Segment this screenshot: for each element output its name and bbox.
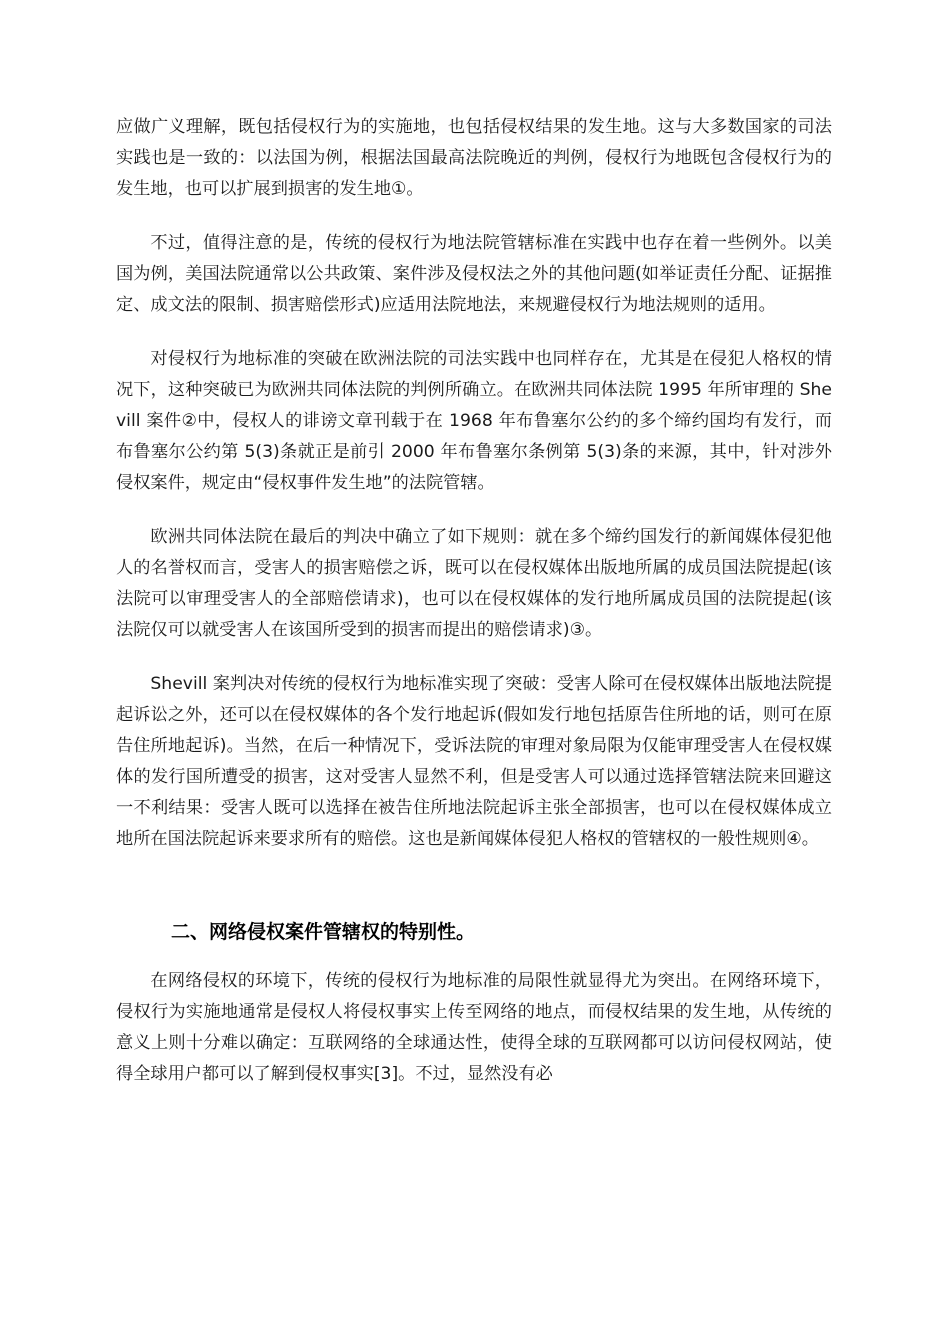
paragraph-ecj-ruling: 欧洲共同体法院在最后的判决中确立了如下规则：就在多个缔约国发行的新闻媒体侵犯他人的名誉权而言，受害人的损害赔偿之诉，既可以在侵权媒体出版地所属的成员国法院提起(该法院可以审理受害人的全部赔偿请求)，也可以在侵权媒体的发行地所属成员国的法院提起(该法院仅可以就受害人在该国所受到的损害而提出的赔偿请求)③。 bbox=[116, 527, 832, 640]
paragraph-continuation: 应做广义理解，既包括侵权行为的实施地，也包括侵权结果的发生地。这与大多数国家的司法实践也是一致的：以法国为例，根据法国最高法院晚近的判例，侵权行为地既包含侵权行为的发生地，也可以扩展到损害的发生地①。 bbox=[116, 117, 832, 199]
paragraph-network-tort: 在网络侵权的环境下，传统的侵权行为地标准的局限性就显得尤为突出。在网络环境下，侵权行为实施地通常是侵权人将侵权事实上传至网络的地点，而侵权结果的发生地，从传统的意义上则十分难以确定：互联网络的全球通达性，使得全球的互联网都可以访问侵权网站，使得全球用户都可以了解到侵权事实[3]。不过，显然没有必 bbox=[116, 971, 832, 1084]
paragraph-exceptions: 不过，值得注意的是，传统的侵权行为地法院管辖标准在实践中也存在着一些例外。以美国为例，美国法院通常以公共政策、案件涉及侵权法之外的其他问题(如举证责任分配、证据推定、成文法的限制、损害赔偿形式)应适用法院地法，来规避侵权行为地法规则的适用。 bbox=[116, 233, 832, 315]
document-page bbox=[116, 112, 832, 1113]
paragraph-shevill-case: 对侵权行为地标准的突破在欧洲法院的司法实践中也同样存在，尤其是在侵犯人格权的情况下，这种突破已为欧洲共同体法院的判例所确立。在欧洲共同体法院 1995 年所审理的 Shevill 案件②中，侵权人的诽谤文章刊载于在 1968 年布鲁塞尔公约的多个缔约国均有发行，而布鲁塞尔公约第 5(3)条就正是前引 2000 年布鲁塞尔条例第 5(3)条的来源，其中，针对涉外侵权案件，规定由“侵权事件发生地”的法院管辖。 bbox=[116, 349, 832, 493]
paragraph-shevill-breakthrough: Shevill 案判决对传统的侵权行为地标准实现了突破：受害人除可在侵权媒体出版地法院提起诉讼之外，还可以在侵权媒体的各个发行地起诉(假如发行地包括原告住所地的话，则可在原告住所地起诉)。当然，在后一种情况下，受诉法院的审理对象局限为仅能审理受害人在侵权媒体的发行国所遭受的损害，这对受害人显然不利，但是受害人可以通过选择管辖法院来回避这一不利结果：受害人既可以选择在被告住所地法院起诉主张全部损害，也可以在侵权媒体成立地所在国法院起诉来要求所有的赔偿。这也是新闻媒体侵犯人格权的管辖权的一般性规则④。 bbox=[116, 674, 832, 849]
section-heading: 二、网络侵权案件管辖权的特别性。 bbox=[171, 921, 476, 943]
